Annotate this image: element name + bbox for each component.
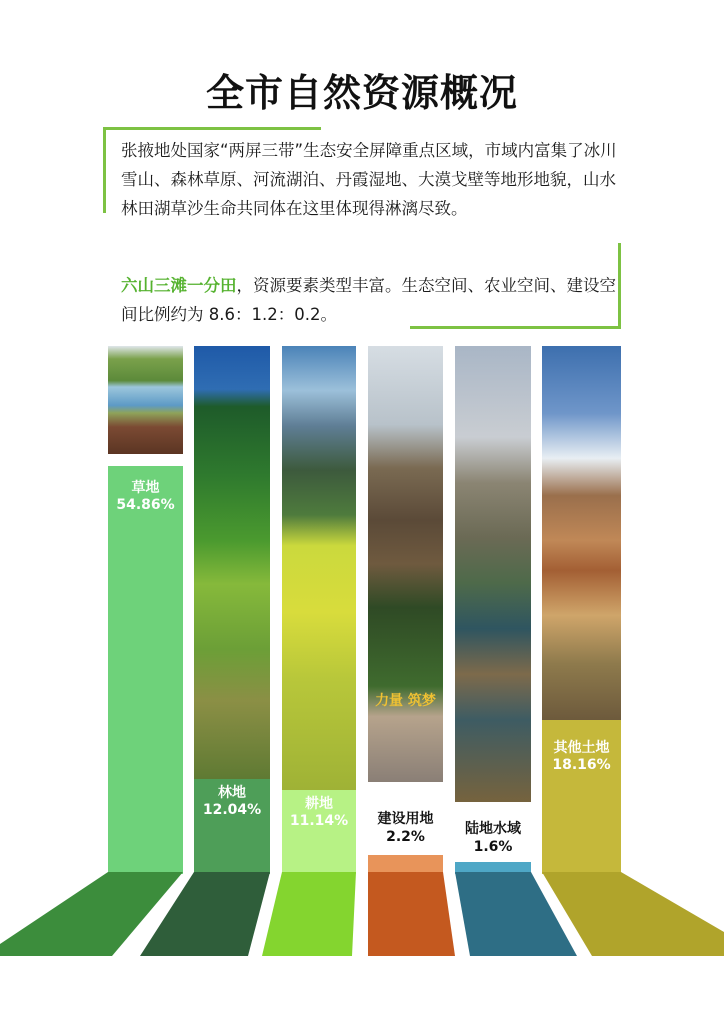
bar-label-block-water	[455, 820, 531, 856]
pagoda-photo	[368, 346, 443, 782]
bar-label-forest: 林地	[218, 785, 246, 801]
bar-value-grassland: 54.86%	[116, 497, 175, 513]
water-photo	[455, 346, 531, 802]
grassland-photo	[108, 346, 183, 454]
bar-label-construction: 建设用地	[377, 811, 434, 827]
bar-value-farmland: 11.14%	[289, 813, 349, 829]
bar-value-other: 18.16%	[552, 757, 611, 773]
floor-construction	[368, 872, 455, 956]
ratio-paragraph	[121, 271, 621, 329]
page-title: 全市自然资源概况	[205, 71, 518, 115]
bar-farmland	[282, 790, 356, 874]
bar-value-forest: 12.04%	[202, 802, 262, 818]
bar-other	[542, 720, 621, 874]
intro-paragraph: 张掖地处国家“两屏三带”生态安全屏障重点区域，市域内富集了冰川雪山、森林草原、河流湖泊、丹霞湿地、大漠戈壁等地形地貌，山水林田湖草沙生命共同体在这里体现得淋漓尽致。	[121, 141, 617, 218]
floor-farmland	[262, 872, 356, 956]
bar-forest	[194, 779, 270, 874]
bar-label-water: 陆地水域	[465, 821, 521, 837]
farmland-photo	[282, 346, 356, 790]
photo-overlay-text: 力量 筑梦	[375, 693, 436, 709]
ratio-highlight: 六山三滩一分田	[121, 276, 237, 295]
perspective-floor	[0, 872, 724, 956]
ratio-text: ，资源要素类型丰富。生态空间、农业空间、建设空间比例约为 8.6：1.2：0.2。	[121, 276, 616, 324]
bar-label-block-construction	[368, 810, 443, 846]
bar-label-other: 其他土地	[553, 740, 610, 756]
bar-value-construction: 2.2%	[386, 829, 425, 845]
bar-label-farmland: 耕地	[305, 796, 333, 812]
bar-grassland	[108, 466, 183, 874]
bar-label-grassland: 草地	[131, 480, 160, 496]
bar-value-water: 1.6%	[473, 839, 513, 855]
forest-photo	[194, 346, 270, 779]
desert-photo	[542, 346, 621, 720]
